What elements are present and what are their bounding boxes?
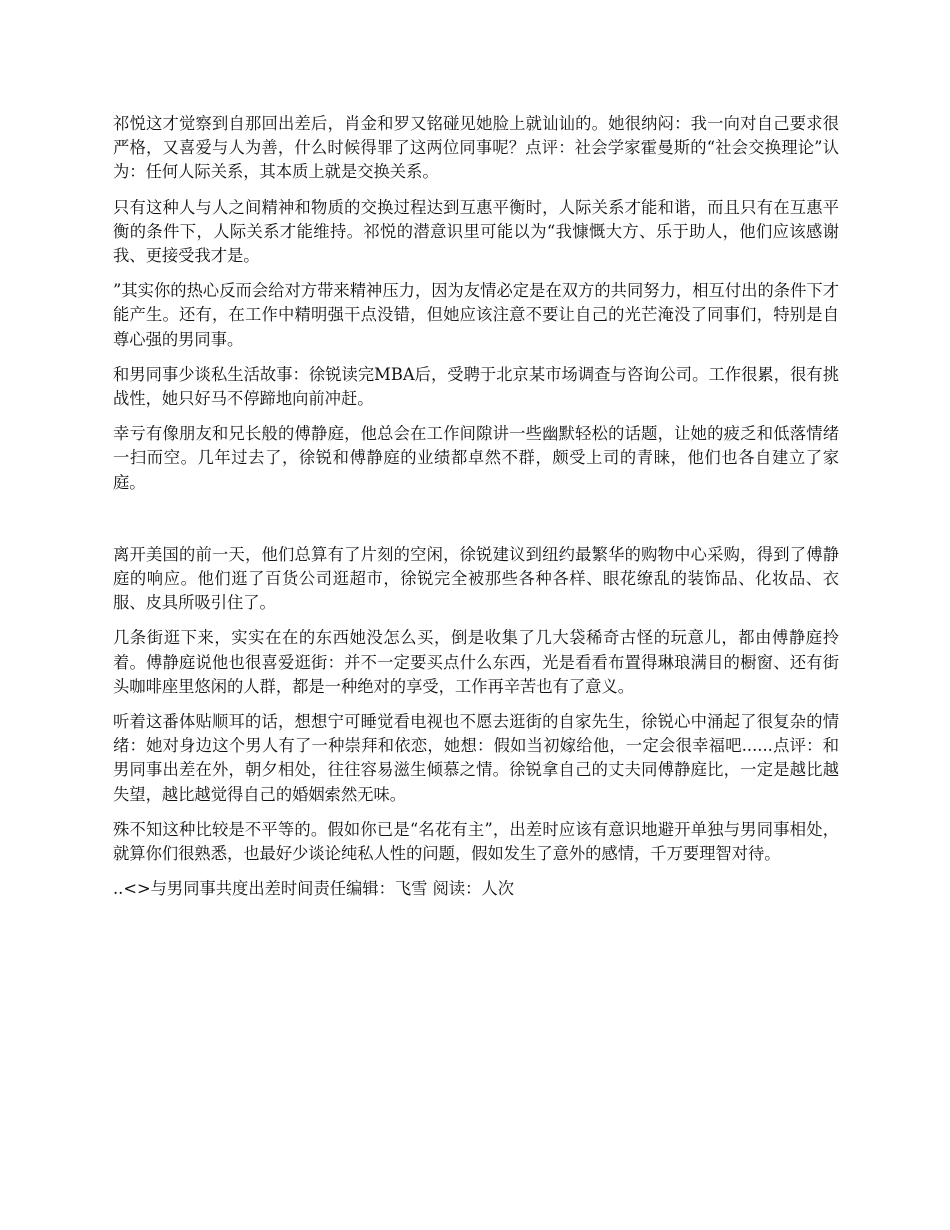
paragraph: 几条街逛下来，实实在在的东西她没怎么买，倒是收集了几大袋稀奇古怪的玩意儿，都由傅静庭拎着。傅静庭说他也很喜爱逛街：并不一定要买点什么东西，光是看看布置得琳琅满目的橱窗、还有街头咖啡座里悠闲的人群，都是一种绝对的享受，工作再辛苦也有了意义。 — [113, 628, 839, 696]
article-body — [113, 112, 839, 912]
paragraph: 祁悦这才觉察到自那回出差后，肖金和罗又铭碰见她脸上就讪讪的。她很纳闷：我一向对自己要求很严格，又喜爱与人为善，什么时候得罪了这两位同事呢？点评：社会学家霍曼斯的“社会交换理论”认为：任何人际关系，其本质上就是交换关系。 — [113, 114, 839, 182]
paragraph: 只有这种人与人之间精神和物质的交换过程达到互惠平衡时，人际关系才能和谐，而且只有在互惠平衡的条件下，人际关系才能维持。祁悦的潜意识里可能以为“我慷慨大方、乐于助人，他们应该感谢我、更接受我才是。 — [113, 197, 839, 266]
paragraph: 殊不知这种比较是不平等的。假如你已是“名花有主”，出差时应该有意识地避开单独与男同事相处，就算你们很熟悉，也最好少谈论纯私人性的问题，假如发生了意外的感情，千万要理智对待。 — [113, 819, 839, 864]
paragraph: ”其实你的热心反而会给对方带来精神压力，因为友情必定是在双方的共同努力，相互付出的条件下才能产生。还有，在工作中精明强干点没错，但她应该注意不要让自己的光芒淹没了同事们，特别是自尊心强的男同事。 — [113, 281, 839, 349]
paragraph: 和男同事少谈私生活故事：徐锐读完MBA后，受聘于北京某市场调查与咨询公司。工作很累，很有挑战性，她只好马不停蹄地向前冲赶。 — [113, 364, 839, 409]
paragraph: 听着这番体贴顺耳的话，想想宁可睡觉看电视也不愿去逛街的自家先生，徐锐心中涌起了很复杂的情绪：她对身边这个男人有了一种崇拜和依恋，她想：假如当初嫁给他，一定会很幸福吧......点评：和男同事出差在外，朝夕相处，往往容易滋生倾慕之情。徐锐拿自己的丈夫同傅静庭比，一定是越比越失望，越比越觉得自己的婚姻索然无味。 — [113, 712, 839, 804]
paragraph: 幸亏有像朋友和兄长般的傅静庭，他总会在工作间隙讲一些幽默轻松的话题，让她的疲乏和低落情绪一扫而空。几年过去了，徐锐和傅静庭的业绩都卓然不群，颇受上司的青睐，他们也各自建立了家庭。 — [113, 424, 839, 492]
section-gap — [113, 506, 839, 543]
article-footer: ..<>与男同事共度出差时间责任编辑：飞雪 阅读：人次 — [113, 879, 514, 899]
paragraph: 离开美国的前一天，他们总算有了片刻的空闲，徐锐建议到纽约最繁华的购物中心采购，得到了傅静庭的响应。他们逛了百货公司逛超市，徐锐完全被那些各种各样、眼花缭乱的装饰品、化妆品、衣服、皮具所吸引住了。 — [113, 544, 839, 613]
